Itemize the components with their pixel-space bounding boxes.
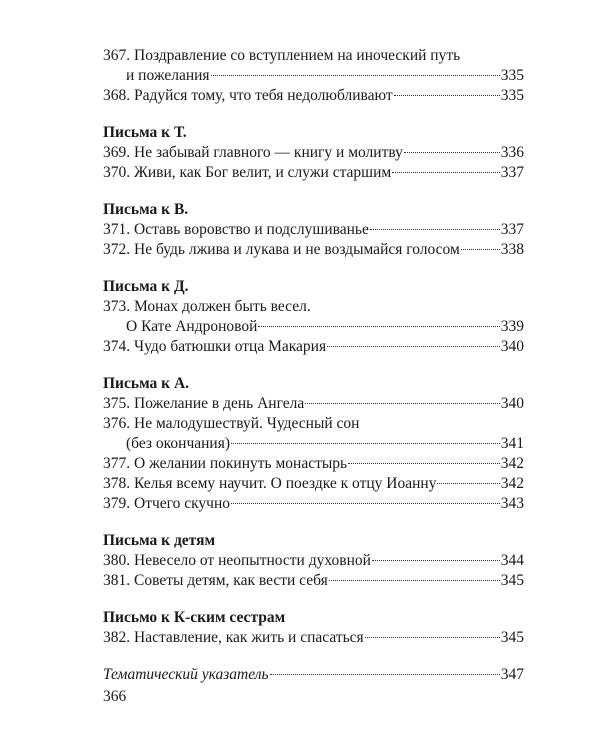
toc-entry[interactable] (103, 665, 524, 685)
toc-entry[interactable] (103, 297, 524, 337)
toc-entry[interactable] (103, 551, 524, 571)
toc-section (103, 123, 524, 183)
toc-section (103, 374, 524, 514)
entry-row (103, 394, 524, 414)
entry-row (103, 66, 524, 86)
entry-title-line: 377. О желании покинуть монастырь (103, 455, 348, 472)
entry-title-line: 373. Монах должен быть весел. (103, 298, 311, 315)
entry-title-line: 371. Оставь воровство и подслушиванье (103, 221, 369, 238)
dot-leader (270, 674, 500, 675)
entry-row (103, 337, 524, 357)
dot-leader (394, 95, 500, 96)
entry-row (103, 551, 524, 571)
toc-entry[interactable] (103, 163, 524, 183)
entry-page-number: 335 (500, 67, 524, 84)
entry-page-number: 344 (500, 552, 524, 569)
entry-row (103, 474, 524, 494)
entry-page-number: 337 (500, 164, 524, 181)
entry-title-line: 369. Не забывай главного — книгу и молитву (103, 144, 403, 161)
entry-title-line: 381. Советы детям, как вести себя (103, 572, 328, 589)
toc-section (103, 608, 524, 648)
toc-entry[interactable] (103, 337, 524, 357)
entry-title-line: 380. Невесело от неопытности духовной (103, 552, 371, 569)
entry-title-line: 367. Поздравление со вступлением на иноческий путь (103, 47, 461, 64)
entry-row (103, 628, 524, 648)
entry-page-number: 337 (500, 221, 524, 238)
entry-row (103, 434, 524, 454)
toc-entry[interactable] (103, 474, 524, 494)
dot-leader (348, 463, 500, 464)
section-title: Письма к А. (103, 375, 190, 392)
entry-title-line: 379. Отчего скучно (103, 495, 231, 512)
entry-title-line: 375. Пожелание в день Ангела (103, 395, 305, 412)
dot-leader (329, 580, 500, 581)
entry-page-number: 340 (500, 395, 524, 412)
toc-section (103, 200, 524, 260)
entry-page-number: 340 (500, 338, 524, 355)
entry-row (103, 86, 524, 106)
entry-row (103, 494, 524, 514)
entry-title-line: 374. Чудо батюшки отца Макария (103, 338, 327, 355)
dot-leader (327, 346, 500, 347)
entry-title-line: 378. Келья всему научит. О поездке к отцу Иоанну (103, 475, 437, 492)
dot-leader (365, 637, 500, 638)
page-number: 366 (103, 688, 127, 705)
dot-leader (305, 403, 500, 404)
dot-leader (404, 152, 500, 153)
toc-section (103, 531, 524, 591)
toc-entry[interactable] (103, 628, 524, 648)
entry-row (103, 571, 524, 591)
dot-leader (461, 249, 500, 250)
toc-entry[interactable] (103, 86, 524, 106)
entry-title-line: 370. Живи, как Бог велит, и служи старшим (103, 164, 392, 181)
toc-section (103, 665, 524, 685)
entry-row (103, 454, 524, 474)
entry-row (103, 220, 524, 240)
toc-section (103, 277, 524, 357)
entry-page-number: 343 (500, 495, 524, 512)
section-title: Письмо к К-ским сестрам (103, 609, 286, 626)
entry-row (103, 317, 524, 337)
toc-entry[interactable] (103, 220, 524, 240)
dot-leader (211, 75, 500, 76)
toc-entry[interactable] (103, 143, 524, 163)
dot-leader (370, 229, 500, 230)
toc-entry[interactable] (103, 394, 524, 414)
entry-page-number: 342 (500, 475, 524, 492)
dot-leader (437, 483, 499, 484)
entry-title-line: 372. Не будь лжива и лукава и не воздымайся голосом (103, 241, 460, 258)
entry-row (103, 665, 524, 685)
entry-title-line: 382. Наставление, как жить и спасаться (103, 629, 364, 646)
entry-title-line: 368. Радуйся тому, что тебя недолюбливают (103, 87, 393, 104)
toc-entry[interactable] (103, 454, 524, 474)
entry-row (103, 240, 524, 260)
entry-row (103, 143, 524, 163)
entry-row (103, 163, 524, 183)
dot-leader (258, 326, 499, 327)
toc-section (103, 46, 524, 106)
toc-entry[interactable] (103, 414, 524, 454)
entry-title-line: Тематический указатель (103, 666, 269, 683)
dot-leader (372, 560, 500, 561)
toc-entry[interactable] (103, 46, 524, 86)
entry-title-line: и пожелания (126, 67, 210, 84)
entry-title-line: (без окончания) (126, 435, 231, 452)
toc-entry[interactable] (103, 571, 524, 591)
section-title: Письма к Т. (103, 124, 187, 141)
entry-title-line: 376. Не малодушествуй. Чудесный сон (103, 415, 360, 432)
entry-page-number: 341 (500, 435, 524, 452)
section-title: Письма к детям (103, 532, 216, 549)
section-title: Письма к Д. (103, 278, 189, 295)
entry-page-number: 335 (500, 87, 524, 104)
entry-page-number: 336 (500, 144, 524, 161)
entry-page-number: 345 (500, 572, 524, 589)
dot-leader (231, 503, 500, 504)
entry-page-number: 339 (500, 318, 524, 335)
dot-leader (231, 443, 500, 444)
toc-entry[interactable] (103, 494, 524, 514)
entry-page-number: 345 (500, 629, 524, 646)
dot-leader (392, 172, 500, 173)
entry-page-number: 338 (500, 241, 524, 258)
toc-entry[interactable] (103, 240, 524, 260)
section-title: Письма к В. (103, 201, 189, 218)
table-of-contents (103, 46, 524, 702)
entry-page-number: 347 (500, 666, 524, 683)
entry-title-line: О Кате Андроновой (126, 318, 258, 335)
entry-page-number: 342 (500, 455, 524, 472)
